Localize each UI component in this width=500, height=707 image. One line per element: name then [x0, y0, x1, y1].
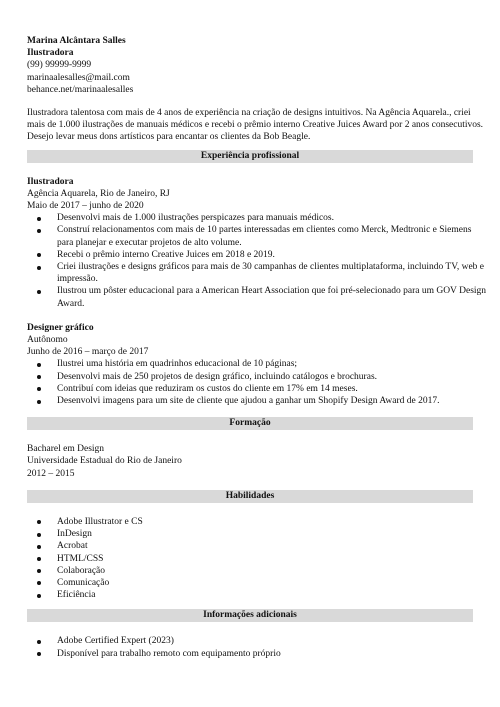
- section-heading-experience: Experiência profissional: [27, 150, 473, 163]
- bullet-text: Construí relacionamentos com mais de 10 partes interessadas em clientes como Merck, Medtronic e Siemens: [57, 225, 472, 236]
- header: [27, 35, 473, 96]
- summary-line: Desejo levar meus dons artísticos para encantar os clientes da Bob Beagle.: [27, 132, 311, 143]
- portfolio-website: behance.net/marinaalesalles: [27, 84, 134, 95]
- job-bullets: [27, 358, 473, 407]
- skill-text: Acrobat: [57, 541, 88, 552]
- job-dates: Maio de 2017 – junho de 2020: [27, 201, 144, 212]
- candidate-name: Marina Alcântara Salles: [27, 36, 126, 46]
- skill-item: [27, 516, 473, 528]
- section-heading-skills: Habilidades: [27, 490, 473, 503]
- education-dates: 2012 – 2015: [27, 468, 75, 479]
- job-bullet: [27, 358, 473, 370]
- section-heading-additional-info: Informações adicionais: [27, 609, 473, 622]
- job-bullet: [27, 212, 473, 224]
- skill-text: Comunicação: [57, 577, 110, 588]
- job-bullets: [27, 212, 487, 310]
- bullet-text: Recebi o prêmio interno Creative Juices em 2018 e 2019.: [57, 249, 275, 260]
- job-bullet: [27, 371, 473, 383]
- skill-text: Adobe Illustrator e CS: [57, 516, 143, 527]
- additional-info-text: Adobe Certified Expert (2023): [57, 636, 174, 647]
- skill-text: InDesign: [57, 529, 92, 540]
- job-title: Ilustradora: [27, 176, 74, 187]
- section-heading-education: Formação: [27, 417, 473, 430]
- email-address: marinaalesalles@mail.com: [27, 72, 130, 83]
- summary-line: Ilustradora talentosa com mais de 4 anos de experiência na criação de designs intuitivos. Na Agência Aquarela., criei: [27, 108, 471, 119]
- job-bullet: [27, 383, 473, 395]
- job-bullet: [27, 224, 473, 248]
- job-company: Agência Aquarela, Rio de Janeiro, RJ: [27, 188, 170, 199]
- summary-paragraph: [27, 107, 484, 144]
- job-entry-graphic-designer: [27, 322, 473, 407]
- resume-content: [27, 35, 487, 660]
- education-degree: Bacharel em Design: [27, 444, 105, 455]
- additional-info-list: [27, 635, 473, 659]
- bullet-text: Contribuí com ideias que reduziram os custos do cliente em 17% em 14 meses.: [57, 383, 358, 394]
- additional-info-item: [27, 635, 473, 647]
- bullet-text: Ilustrei uma história em quadrinhos educacional de 10 páginas;: [57, 359, 298, 370]
- job-bullet: [27, 249, 473, 261]
- phone-number: (99) 99999-9999: [27, 60, 92, 71]
- bullet-text: Desenvolvi mais de 1.000 ilustrações perspicazes para manuais médicos.: [57, 213, 334, 224]
- job-bullet: [27, 261, 485, 285]
- candidate-role: Ilustradora: [27, 48, 74, 59]
- additional-info-text: Disponível para trabalho remoto com equipamento próprio: [57, 648, 281, 659]
- job-company: Autônomo: [27, 335, 68, 346]
- job-dates: Junho de 2016 – março de 2017: [27, 347, 149, 358]
- job-bullet: [27, 285, 487, 309]
- bullet-text: Desenvolvi mais de 250 projetos de design gráfico, incluindo catálogos e brochuras.: [57, 371, 378, 382]
- skill-text: Colaboração: [57, 565, 106, 576]
- skill-text: HTML/CSS: [57, 553, 104, 564]
- bullet-text: Criei ilustrações e designs gráficos para mais de 30 campanhas de clientes multiplataforma, incluindo TV, web e: [57, 262, 485, 273]
- job-bullet: [27, 395, 473, 407]
- bullet-text: para planejar e executar projetos de alto volume.: [57, 237, 242, 248]
- additional-info-item: [27, 648, 473, 660]
- skill-item: [27, 528, 473, 540]
- skill-item: [27, 553, 473, 565]
- bullet-text: Ilustrou um pôster educacional para a American Heart Association que foi pré-selecionado para um GOV Design: [57, 286, 487, 297]
- bullet-text: Award.: [57, 298, 85, 309]
- skill-text: Eficiência: [57, 590, 96, 601]
- skill-item: [27, 540, 473, 552]
- skill-item: [27, 589, 473, 601]
- skill-item: [27, 577, 473, 589]
- job-entry-illustrator: [27, 176, 487, 310]
- education-school: Universidade Estadual do Rio de Janeiro: [27, 456, 182, 467]
- skill-item: [27, 565, 473, 577]
- education-entry: [27, 443, 473, 480]
- bullet-text: Desenvolvi imagens para um site de cliente que ajudou a ganhar um Shopify Design Award de 2017.: [57, 396, 440, 407]
- skills-list: [27, 516, 473, 601]
- bullet-text: impressão.: [57, 274, 98, 285]
- summary-line: mais de 1.000 ilustrações de manuais médicos e recebi o prêmio interno Creative Juices Award por 2 anos consecutivos.: [27, 120, 484, 131]
- job-title: Designer gráfico: [27, 322, 94, 333]
